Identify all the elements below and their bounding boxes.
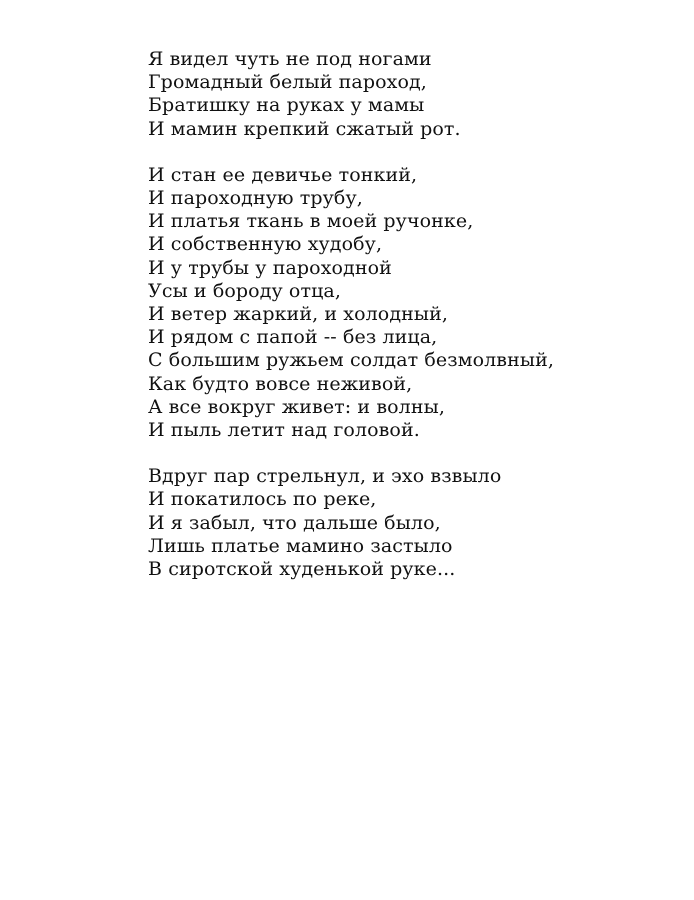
poem-line: И у трубы у пароходной [148,256,392,279]
poem-line: И ветер жаркий, и холодный, [148,303,449,326]
poem-line: Усы и бороду отца, [148,279,341,302]
poem-line: И мамин крепкий сжатый рот. [148,117,461,140]
poem-line: Громадный белый пароход, [148,71,427,94]
poem-line: Братишку на руках у мамы [148,94,425,117]
poem-line: И покатилось по реке, [148,488,377,511]
poem-line: Как будто вовсе неживой, [148,372,413,395]
poem-line: В сиротской худенькой руке... [148,558,456,581]
poem-line: И пыль летит над головой. [148,419,420,442]
stanza-2 [148,164,668,442]
poem-line: И платья ткань в моей ручонке, [148,210,474,233]
poem-line: А все вокруг живет: и волны, [148,395,445,418]
poem-line: Вдруг пар стрельнул, и эхо взвыло [148,465,502,488]
poem-line: И я забыл, что дальше было, [148,511,441,534]
poem-line: И собственную худобу, [148,233,383,256]
stanza-1 [148,48,668,141]
poem-text [148,48,668,581]
poem-line: Я видел чуть не под ногами [148,48,432,70]
poem-line: И стан ее девичье тонкий, [148,163,418,186]
poem-line: И рядом с папой -- без лица, [148,326,438,349]
poem-line: С большим ружьем солдат безмолвный, [148,349,554,372]
poem-line: Лишь платье мамино застыло [148,534,453,557]
poem-line: И пароходную трубу, [148,187,363,210]
stanza-3 [148,465,668,581]
